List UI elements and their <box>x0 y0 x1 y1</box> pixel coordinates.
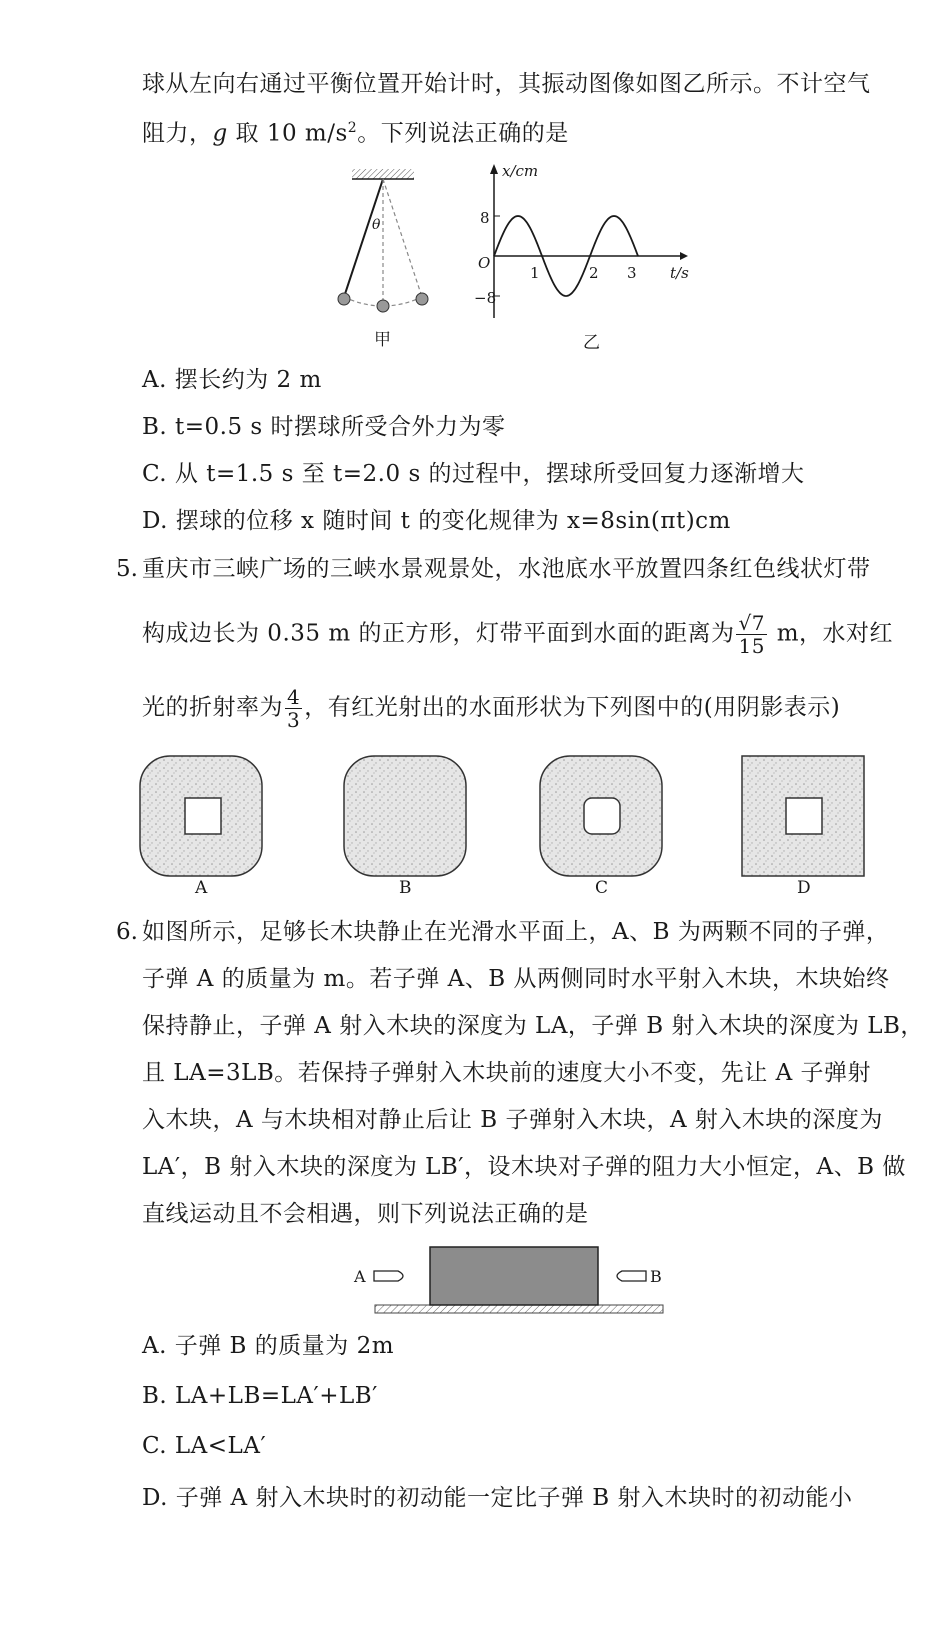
vibration-chart <box>470 158 700 328</box>
y-tick-pos: 8 <box>480 209 490 227</box>
shape-label-b: B <box>399 878 412 898</box>
x-tick-3: 3 <box>627 264 637 282</box>
q5-line3-a: 光的折射率为 <box>142 694 283 721</box>
q4-option-b: B. t=0.5 s 时摆球所受合外力为零 <box>142 414 506 440</box>
q6-line4: 且 LA=3LB。若保持子弹射入木块前的速度大小不变，先让 A 子弹射 <box>142 1060 872 1086</box>
bullet-b-shape <box>617 1271 646 1281</box>
x-axis-label: t/s <box>670 264 689 282</box>
q6-line5: 入木块，A 与木块相对静止后让 B 子弹射入木块，A 射入木块的深度为 <box>142 1107 883 1133</box>
q4-stem-g: g <box>212 120 228 147</box>
q4-option-d: D. 摆球的位移 x 随时间 t 的变化规律为 x=8sin(πt)cm <box>142 508 731 534</box>
ceiling-hatch <box>352 169 414 179</box>
q6-line6: LA′，B 射入木块的深度为 LB′，设木块对子弹的阻力大小恒定，A、B 做 <box>142 1154 906 1180</box>
q4-option-a: A. 摆长约为 2 m <box>142 367 322 393</box>
shape-label-a: A <box>195 878 208 898</box>
pendulum-dashed-right <box>383 179 422 297</box>
theta-label: θ <box>372 217 381 233</box>
q5-frac1-den: 15 <box>738 634 765 658</box>
q6-line2: 子弹 A 的质量为 m。若子弹 A、B 从两侧同时水平射入木块，木块始终 <box>142 966 890 992</box>
q6-line7: 直线运动且不会相遇，则下列说法正确的是 <box>142 1201 589 1227</box>
bullet-b-label: B <box>650 1267 662 1286</box>
q5-line2-a: 构成边长为 0.35 m 的正方形，灯带平面到水面的距离为 <box>142 620 735 647</box>
y-axis-label: x/cm <box>502 162 539 180</box>
q5-shape-options <box>130 750 890 880</box>
ground-hatch <box>375 1305 663 1313</box>
q4-stem-text-a: 阻力， <box>142 120 213 147</box>
wood-block <box>430 1247 598 1305</box>
bullet-a-shape <box>374 1271 403 1281</box>
origin-label: O <box>478 254 491 272</box>
q5-fraction-sqrt7-15 <box>736 612 766 657</box>
block-bullets-figure <box>350 1240 680 1320</box>
pendulum-bob-right <box>416 293 428 305</box>
q6-line3: 保持静止，子弹 A 射入木块的深度为 LA，子弹 B 射入木块的深度为 LB， <box>142 1013 924 1039</box>
shape-option-d <box>742 756 864 876</box>
shape-label-d: D <box>797 878 811 898</box>
y-tick-neg: −8 <box>474 289 497 307</box>
q4-stem-sup: 2 <box>347 120 358 136</box>
q5-line2-b: m，水对红 <box>768 620 894 647</box>
q4-option-c: C. 从 t=1.5 s 至 t=2.0 s 的过程中，摆球所受回复力逐渐增大 <box>142 461 805 487</box>
q4-stem-text-b: 取 10 m/s <box>227 120 348 147</box>
pendulum-figure <box>330 165 445 320</box>
q5-number: 5. <box>116 556 138 582</box>
q4-stem-line2 <box>142 112 569 150</box>
shape-option-b <box>344 756 466 876</box>
shape-option-a <box>140 756 262 876</box>
figure-jia-label: 甲 <box>374 330 391 350</box>
pendulum-bob-left <box>338 293 350 305</box>
q5-frac1-num: √7 <box>738 611 765 635</box>
bullet-a-label: A <box>354 1267 366 1286</box>
x-axis-arrow <box>680 252 688 260</box>
q4-stem-text-c: 。下列说法正确的是 <box>357 120 569 147</box>
q5-frac2-den: 3 <box>287 708 301 732</box>
q6-option-b: B. LA+LB=LA′+LB′ <box>142 1383 378 1409</box>
x-tick-1: 1 <box>530 264 540 282</box>
q5-fraction-4-3 <box>285 686 302 731</box>
q4-stem-line1: 球从左向右通过平衡位置开始计时，其振动图像如图乙所示。不计空气 <box>142 71 871 97</box>
figure-yi-label: 乙 <box>583 333 600 353</box>
q6-option-d: D. 子弹 A 射入木块时的初动能一定比子弹 B 射入木块时的初动能小 <box>142 1485 853 1511</box>
shape-label-c: C <box>595 878 609 898</box>
x-tick-2: 2 <box>589 264 599 282</box>
pendulum-bob-center <box>377 300 389 312</box>
y-axis-arrow <box>490 164 498 174</box>
q5-line2 <box>142 612 893 657</box>
q6-option-a: A. 子弹 B 的质量为 2m <box>142 1333 395 1359</box>
shape-option-c <box>540 756 662 876</box>
q6-option-c: C. LA<LA′ <box>142 1433 267 1459</box>
q5-line1: 重庆市三峡广场的三峡水景观景处，水池底水平放置四条红色线状灯带 <box>142 556 871 582</box>
q5-line3 <box>142 686 840 731</box>
q5-frac2-num: 4 <box>287 685 301 709</box>
q6-number: 6. <box>116 919 138 945</box>
pendulum-string <box>344 179 383 297</box>
q5-line3-b: ，有红光射出的水面形状为下列图中的(用阴影表示) <box>304 694 841 721</box>
q6-line1: 如图所示，足够长木块静止在光滑水平面上，A、B 为两颗不同的子弹， <box>142 919 890 945</box>
